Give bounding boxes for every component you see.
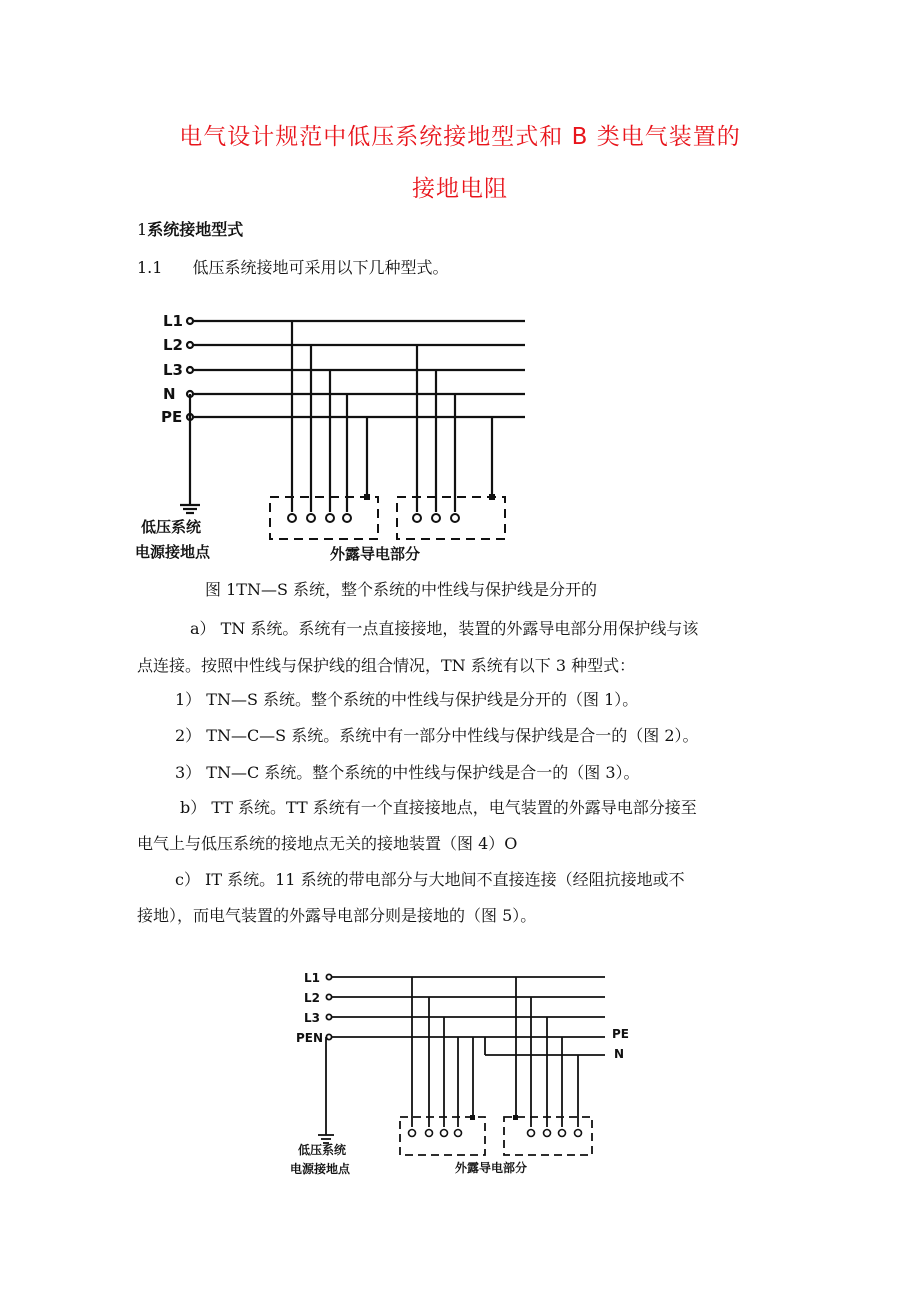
section-title: 系统接地型式 [147,220,244,239]
para-b-line-1: b） TT 系统。TT 系统有一个直接接地点，电气装置的外露导电部分接至 [180,798,697,817]
fig1-line-label-l2: L2 [163,336,183,354]
para-b-line-2: 电气上与低压系统的接地点无关的接地装置（图 4）O [137,834,518,853]
list-item-1: 1） TN—S 系统。整个系统的中性线与保护线是分开的（图 1）。 [175,690,639,709]
para-c-line-2: 接地），而电气装置的外露导电部分则是接地的（图 5）。 [137,906,537,925]
para-a-line-2: 点连接。按照中性线与保护线的组合情况，TN 系统有以下 3 种型式： [137,656,636,675]
fig1-parts-label: 外露导电部分 [330,545,421,563]
para-c-line-1: c） IT 系统。11 系统的带电部分与大地间不直接连接（经阻抗接地或不 [175,870,685,889]
subsection-line [137,258,448,278]
fig2-line-label-pen: PEN [296,1031,324,1045]
fig2-source-label-1: 低压系统 [298,1143,347,1157]
fig2-line-label-pe: PE [612,1027,629,1041]
subsection-number: 1.1 [137,258,163,277]
fig1-source-label-2: 电源接地点 [135,543,211,561]
figure-2-tn-c-s-diagram [290,965,635,1180]
fig1-source-label-1: 低压系统 [141,518,202,536]
section-number: 1 [137,220,148,239]
fig1-line-label-l3: L3 [163,361,183,379]
list-item-3: 3） TN—C 系统。整个系统的中性线与保护线是合一的（图 3）。 [175,763,640,782]
document-title-line-2: 接地电阻 [412,176,508,202]
figure-1-caption: 图 1TN—S 系统，整个系统的中性线与保护线是分开的 [205,580,597,599]
document-title-line-1: 电气设计规范中低压系统接地型式和 B 类电气装置的 [179,124,741,150]
fig1-line-label-n: N [163,385,176,403]
subsection-text: 低压系统接地可采用以下几种型式。 [192,258,449,277]
list-item-2: 2） TN—C—S 系统。系统中有一部分中性线与保护线是合一的（图 2）。 [175,726,699,745]
fig2-line-label-l1: L1 [304,971,320,985]
fig2-parts-label: 外露导电部分 [455,1161,528,1175]
fig2-line-label-l2: L2 [304,991,320,1005]
fig1-line-label-pe: PE [161,408,183,426]
figure-1-tn-s-diagram [125,300,545,570]
section-heading [137,220,243,240]
para-a-line-1: a） TN 系统。系统有一点直接接地，装置的外露导电部分用保护线与该 [190,619,699,638]
fig2-line-label-n: N [614,1047,625,1061]
fig2-line-label-l3: L3 [304,1011,320,1025]
fig2-source-label-2: 电源接地点 [290,1162,351,1176]
fig1-line-label-l1: L1 [163,312,183,330]
